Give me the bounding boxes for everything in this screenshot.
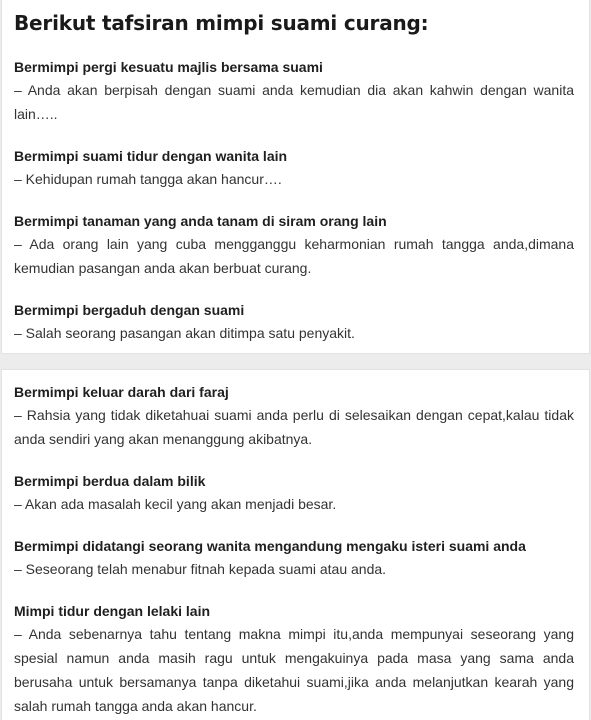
entry-title: Bermimpi suami tidur dengan wanita lain: [14, 148, 288, 164]
entry-title: Bermimpi keluar darah dari faraj: [14, 384, 229, 400]
content-card-bottom: [1, 369, 590, 720]
list-item: [14, 471, 574, 516]
entry-description: – Anda sebenarnya tahu tentang makna mimpi itu,anda mempunyai seseorang yang spesial namun anda masih ragu untuk mengakuinya pada masa yang sama anda berusaha untuk bersamanya tanpa diketahui suami,jika anda melanjutkan kearah yang salah rumah tangga anda akan hancur.: [14, 626, 574, 714]
list-item: [14, 146, 574, 191]
list-item: [14, 536, 574, 581]
entry-description: – Rahsia yang tidak diketahuai suami anda perlu di selesaikan dengan cepat,kalau tidak anda sendiri yang akan menanggung akibatnya.: [14, 407, 574, 447]
entry-description: – Kehidupan rumah tangga akan hancur….: [14, 171, 282, 187]
entry-title: Bermimpi berdua dalam bilik: [14, 473, 206, 489]
list-item: [14, 211, 574, 280]
list-item: [14, 57, 574, 126]
entry-title: Bermimpi didatangi seorang wanita mengandung mengaku isteri suami anda: [14, 538, 526, 554]
entry-description: – Anda akan berpisah dengan suami anda kemudian dia akan kahwin dengan wanita lain…..: [14, 82, 574, 122]
page-title: Berikut tafsiran mimpi suami curang:: [14, 11, 429, 35]
entry-description: – Seseorang telah menabur fitnah kepada suami atau anda.: [14, 561, 387, 577]
entry-title: Bermimpi pergi kesuatu majlis bersama suami: [14, 59, 323, 75]
entry-description: – Ada orang lain yang cuba mengganggu keharmonian rumah tangga anda,dimana kemudian pasangan anda akan berbuat curang.: [14, 236, 574, 276]
entry-title: Bermimpi tanaman yang anda tanam di siram orang lain: [14, 213, 387, 229]
entry-title: Mimpi tidur dengan lelaki lain: [14, 603, 211, 619]
list-item: [14, 601, 574, 718]
list-item: [14, 300, 574, 345]
content-card-top: [1, 0, 590, 354]
list-item: [14, 382, 574, 451]
entry-description: – Salah seorang pasangan akan ditimpa satu penyakit.: [14, 325, 355, 341]
entry-description: – Akan ada masalah kecil yang akan menjadi besar.: [14, 496, 337, 512]
entry-title: Bermimpi bergaduh dengan suami: [14, 302, 245, 318]
